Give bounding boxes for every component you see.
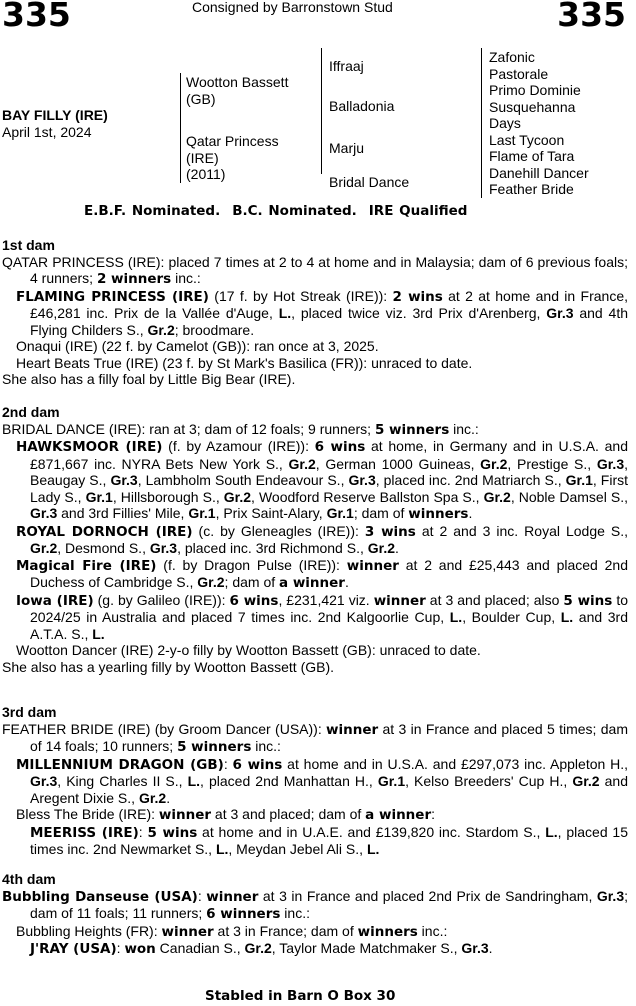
section-heading: 4th dam: [2, 871, 56, 887]
foaling-date: April 1st, 2024: [2, 124, 92, 140]
first-dam-section: 1st dam QATAR PRINCESS (IRE): placed 7 times at 2 to 4 at home and in Malaysia; dam of 6 previous foals; 4 runners; 2 winners inc.: FLAMING PRINCESS (IRE) (17 f. by Hot Streak (IRE)): 2 wins at 2 at home and in France, £46,281 inc. Prix de la Vallée d'Auge, L., placed twice viz. 3rd Prix d'Arenberg, Gr.3 and 4th Flying Childers S., Gr.2; broodmare. Onaqui (IRE) (22 f. by Camelot (GB)): ran once at 3, 2025. Heart Beats True (IRE) (23 f. by St Mark's Basilica (FR)): unraced to date. She also has a filly foal by Little Big Bear (IRE).: [2, 237, 628, 387]
stabling-info: Stabled in Barn O Box 30: [205, 988, 396, 1004]
dam: Qatar Princess (IRE) (2011): [186, 133, 279, 182]
sire: Wootton Bassett (GB): [186, 74, 289, 107]
second-dam-section: 2nd dam BRIDAL DANCE (IRE): ran at 3; dam of 12 foals; 9 runners; 5 winners inc.: HAWKSMOOR (IRE) (f. by Azamour (IRE)): 6 wins at home, in Germany and in U.S.A. and £871,667 inc. NYRA Bets New York S., Gr.2, German 1000 Guineas, Gr.2, Prestige S., Gr.3, Beaugay S., Gr.3, Lambholm South Endeavour S., Gr.3, placed inc. 2nd Matriarch S., Gr.1, First Lady S., Gr.1, Hillsborough S., Gr.2, Woodford Reserve Ballston Spa S., Gr.2, Noble Damsel S., Gr.3 and 3rd Fillies' Mile, Gr.1, Prix Saint-Alary, Gr.1; dam of winners. ROYAL DORNOCH (IRE) (c. by Gleneagles (IRE)): 3 wins at 2 and 3 inc. Royal Lodge S., Gr.2, Desmond S., Gr.3, placed inc. 3rd Richmond S., Gr.2. Magical Fire (IRE) (f. by Dragon Pulse (IRE)): winner at 2 and £25,443 and placed 2nd Duchess of Cambridge S., Gr.2; dam of a winner. Iowa (IRE) (g. by Galileo (IRE)): 6 wins, £231,421 viz. winner at 3 and placed; also 5 wins to 2024/25 in Australia and placed 7 times inc. 2nd Kalgoorlie Cup, L., Boulder Cup, L. and 3rd A.T.A. S., L. Wootton Dancer (IRE) 2-y-o filly by Wootton Bassett (GB): unraced to date. She also has a yearling filly by Wootton Bassett (GB).: [2, 404, 629, 675]
horse-name: BAY FILLY (IRE): [2, 107, 108, 123]
third-dam-section: 3rd dam FEATHER BRIDE (IRE) (by Groom Dancer (USA)): winner at 3 in France and placed 5 times; dam of 14 foals; 10 runners; 5 winners inc.: MILLENNIUM DRAGON (GB): 6 wins at home and in U.S.A. and £297,073 inc. Appleton H., Gr.3, King Charles II S., L., placed 2nd Manhattan H., Gr.1, Kelso Breeders' Cup H., Gr.2 and Aregent Dixie S., Gr.2. Bless The Bride (IRE): winner at 3 and placed; dam of a winner: MEERISS (IRE): 5 wins at home and in U.A.E. and £139,820 inc. Stardom S., L., placed 15 times inc. 2nd Newmarket S., L., Meydan Jebel Ali S., L.: [2, 704, 629, 857]
section-heading: 1st dam: [2, 237, 55, 253]
section-heading: 3rd dam: [2, 704, 57, 720]
lot-number-left: 335: [2, 0, 71, 34]
gen3-list: Zafonic Pastorale Primo Dominie Susquehanna Days Last Tycoon Flame of Tara Danehill Dancer Feather Bride: [489, 49, 589, 197]
fourth-dam-section: 4th dam Bubbling Danseuse (USA): winner at 3 in France and placed 2nd Prix de Sandringham, Gr.3; dam of 11 foals; 11 runners; 6 winners inc.: Bubbling Heights (FR): winner at 3 in France; dam of winners inc.: J'RAY (USA): won Canadian S., Gr.2, Taylor Made Matchmaker S., Gr.3.: [2, 871, 628, 957]
consignor: Consigned by Barronstown Stud: [192, 0, 393, 15]
section-heading: 2nd dam: [2, 404, 60, 420]
lot-number-right: 335: [557, 0, 626, 34]
gen2-dam-sire: Marju: [329, 140, 365, 156]
gen2-sire-dam: Balladonia: [329, 98, 395, 114]
gen2-sire-sire: Iffraaj: [329, 58, 364, 74]
nominations: E.B.F. Nominated. B.C. Nominated. IRE Qualified: [84, 203, 468, 219]
gen2-dam-dam: Bridal Dance: [329, 174, 410, 190]
